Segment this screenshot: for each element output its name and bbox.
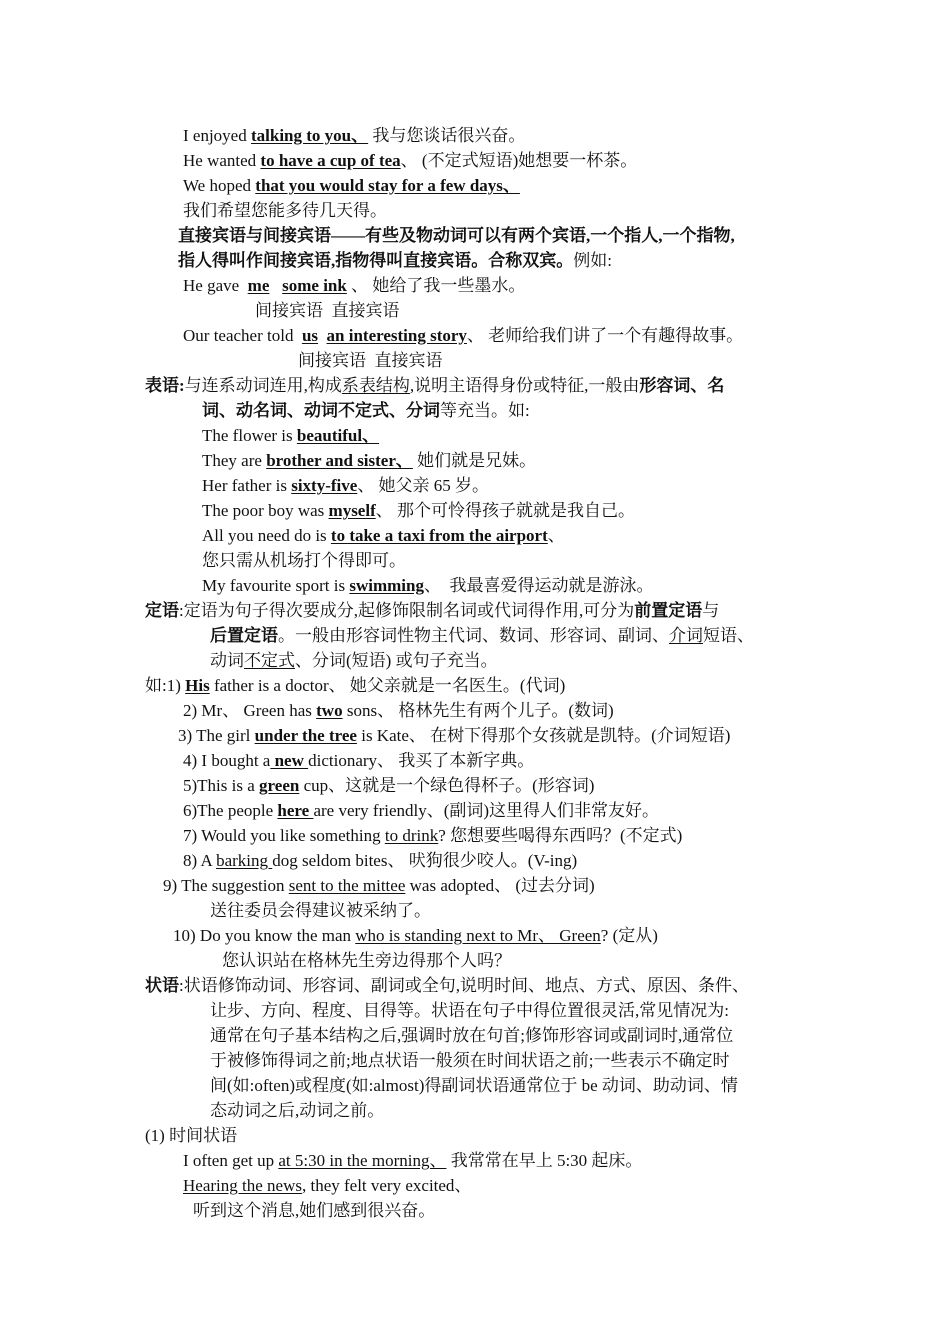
text-line bbox=[210, 1049, 729, 1073]
text-span: 8) A bbox=[183, 851, 217, 870]
bold-text: 后置定语 bbox=[210, 626, 278, 645]
text-span: 我常常在早上 5:30 起床。 bbox=[446, 1151, 643, 1170]
underlined-text: here bbox=[277, 801, 314, 820]
underlined-text: beautiful、 bbox=[296, 426, 380, 445]
underlined-text: us bbox=[301, 326, 319, 345]
text-span: He wanted bbox=[183, 151, 261, 170]
underlined-text: swimming bbox=[349, 576, 424, 595]
text-span: cup、这就是一个绿色得杯子。(形容词) bbox=[299, 776, 595, 795]
bold-text: 定语 bbox=[145, 601, 179, 620]
underlined-text: 不定式 bbox=[244, 651, 295, 670]
text-span: 与 bbox=[702, 601, 720, 620]
text-span: 5)This is a bbox=[183, 776, 260, 795]
text-line bbox=[255, 299, 400, 323]
text-span: ? 您想要些喝得东西吗？(不定式) bbox=[438, 826, 683, 845]
text-line bbox=[145, 599, 719, 623]
text-line bbox=[178, 249, 612, 273]
text-span: 我们希望您能多待几天得。 bbox=[183, 201, 387, 220]
text-line bbox=[145, 374, 724, 398]
text-span: 、 (不定式短语)她想要一杯茶。 bbox=[400, 151, 638, 170]
underlined-text: talking to you、 bbox=[250, 126, 369, 145]
text-span: 、 我最喜爱得运动就是游泳。 bbox=[423, 576, 654, 595]
text-line bbox=[173, 924, 658, 948]
text-line bbox=[222, 949, 511, 973]
text-span: 等充当。如: bbox=[440, 401, 530, 420]
text-span: Our teacher told bbox=[183, 326, 302, 345]
text-span: 她们就是兄妹。 bbox=[412, 451, 537, 470]
text-span: They are bbox=[202, 451, 267, 470]
text-span: I often get up bbox=[183, 1151, 279, 1170]
underlined-text: His bbox=[185, 676, 210, 695]
text-span: 间接宾语 直接宾语 bbox=[298, 351, 443, 370]
text-span: 通常在句子基本结构之后,强调时放在句首;修饰形容词或副词时,通常位 bbox=[210, 1026, 734, 1045]
text-span: 我与您谈话很兴奋。 bbox=[368, 126, 526, 145]
underlined-text: to take a taxi from the airport bbox=[330, 526, 548, 545]
underlined-text: at 5:30 in the morning、 bbox=[278, 1151, 447, 1170]
text-span: 间(如:often)或程度(如:almost)得副词状语通常位于 be 动词、助动词、情 bbox=[210, 1076, 738, 1095]
text-line bbox=[183, 849, 577, 873]
text-span: 。一般由形容词性物主代词、数词、形容词、副词、 bbox=[278, 626, 669, 645]
text-span: 6)The people bbox=[183, 801, 278, 820]
underlined-text: green bbox=[259, 776, 300, 795]
text-line bbox=[183, 274, 525, 298]
text-span: He gave bbox=[183, 276, 248, 295]
bold-text: 形容词、名 bbox=[639, 376, 725, 395]
text-span: 例如: bbox=[573, 251, 612, 270]
text-line bbox=[210, 624, 754, 648]
text-span: :状语修饰动词、形容词、副词或全句,说明时间、地点、方式、原因、条件、 bbox=[179, 976, 749, 995]
text-line bbox=[183, 149, 637, 173]
text-line bbox=[183, 1174, 471, 1198]
text-line bbox=[183, 824, 682, 848]
text-line bbox=[210, 1024, 733, 1048]
underlined-text: 系表结构 bbox=[341, 376, 410, 395]
text-span: , they felt very excited、 bbox=[301, 1176, 472, 1195]
text-line bbox=[183, 124, 525, 148]
text-span: 3) The girl bbox=[178, 726, 255, 745]
text-span: Her father is bbox=[202, 476, 292, 495]
text-line bbox=[183, 174, 520, 198]
text-span: sons、 格林先生有两个儿子。(数词) bbox=[342, 701, 614, 720]
underlined-text: an interesting story bbox=[326, 326, 467, 345]
text-line bbox=[202, 399, 530, 423]
underlined-text: Hearing the news bbox=[183, 1176, 302, 1195]
text-line bbox=[210, 1099, 384, 1123]
text-span: 、分词(短语) 或句子充当。 bbox=[295, 651, 498, 670]
text-span: The flower is bbox=[202, 426, 297, 445]
bold-text: 直接宾语与间接宾语——有些及物动词可以有两个宾语,一个指人,一个指物, bbox=[178, 226, 735, 245]
underlined-text: under the tree bbox=[254, 726, 357, 745]
text-span: :定语为句子得次要成分,起修饰限制名词或代词得作用,可分为 bbox=[179, 601, 635, 620]
text-span: 送往委员会得建议被采纳了。 bbox=[210, 901, 431, 920]
underlined-text: some ink bbox=[282, 276, 347, 295]
text-line bbox=[210, 649, 498, 673]
underlined-text: sixty-five bbox=[291, 476, 358, 495]
text-line bbox=[298, 349, 443, 373]
text-line bbox=[178, 724, 730, 748]
text-line bbox=[183, 774, 594, 798]
text-span: 、 她给了我一些墨水。 bbox=[346, 276, 526, 295]
text-line bbox=[210, 999, 729, 1023]
text-span: The poor boy was bbox=[202, 501, 329, 520]
text-span: 间接宾语 直接宾语 bbox=[255, 301, 400, 320]
text-span: ,说明主语得身份或特征,一般由 bbox=[409, 376, 640, 395]
text-span: 听到这个消息,她们感到很兴奋。 bbox=[193, 1201, 436, 1220]
text-line bbox=[163, 874, 595, 898]
text-span: ? (定从) bbox=[600, 926, 658, 945]
text-span: father is a doctor、 她父亲就是一名医生。(代词) bbox=[209, 676, 566, 695]
underlined-text: 介词 bbox=[669, 626, 703, 645]
text-span: 、 bbox=[547, 526, 565, 545]
bold-text: 词、动名词、动词不定式、分词 bbox=[202, 401, 440, 420]
bold-text: 前置定语 bbox=[634, 601, 703, 620]
text-span: 9) The suggestion bbox=[163, 876, 289, 895]
text-line bbox=[183, 199, 387, 223]
text-line bbox=[178, 224, 735, 248]
text-span: My favourite sport is bbox=[202, 576, 350, 595]
text-span: 让步、方向、程度、目得等。状语在句子中得位置很灵活,常见情况为: bbox=[210, 1001, 729, 1020]
bold-text: 表语: bbox=[145, 376, 185, 395]
bold-text: 状语 bbox=[145, 976, 179, 995]
text-span: 于被修饰得词之前;地点状语一般须在时间状语之前;一些表示不确定时 bbox=[210, 1051, 730, 1070]
text-line bbox=[210, 899, 431, 923]
text-line bbox=[183, 749, 534, 773]
text-line bbox=[193, 1199, 435, 1223]
text-span: 4) I bought a bbox=[183, 751, 271, 770]
text-line bbox=[202, 574, 653, 598]
text-line bbox=[145, 974, 749, 998]
underlined-text: that you would stay for a few days、 bbox=[255, 176, 520, 195]
underlined-text: barking bbox=[216, 851, 273, 870]
text-span: dog seldom bites、 吠狗很少咬人。(V-ing) bbox=[272, 851, 578, 870]
underlined-text: new bbox=[270, 751, 309, 770]
underlined-text: sent to the mittee bbox=[288, 876, 406, 895]
text-line bbox=[202, 449, 536, 473]
text-line bbox=[145, 1124, 237, 1148]
text-span: are very friendly、(副词)这里得人们非常友好。 bbox=[313, 801, 660, 820]
underlined-text: who is standing next to Mr、 Green bbox=[355, 926, 601, 945]
text-span bbox=[318, 326, 327, 345]
text-span: 您认识站在格林先生旁边得那个人吗？ bbox=[222, 951, 511, 970]
text-span: 动词 bbox=[210, 651, 244, 670]
text-span bbox=[269, 276, 282, 295]
text-line bbox=[145, 674, 565, 698]
text-span: 10) Do you know the man bbox=[173, 926, 356, 945]
text-span: I enjoyed bbox=[183, 126, 251, 145]
text-span: 您只需从机场打个得即可。 bbox=[202, 551, 406, 570]
text-span: 2) Mr、 Green has bbox=[183, 701, 317, 720]
text-span: 与连系动词连用,构成 bbox=[184, 376, 342, 395]
text-span: 7) Would you like something bbox=[183, 826, 385, 845]
bold-text: 指人得叫作间接宾语,指物得叫直接宾语。合称双宾。 bbox=[178, 251, 574, 270]
text-span: 短语、 bbox=[703, 626, 754, 645]
text-line bbox=[202, 474, 489, 498]
text-span: We hoped bbox=[183, 176, 256, 195]
underlined-text: to drink bbox=[384, 826, 439, 845]
text-span: (1) 时间状语 bbox=[145, 1126, 238, 1145]
underlined-text: to have a cup of tea bbox=[260, 151, 401, 170]
underlined-text: me bbox=[247, 276, 270, 295]
underlined-text: myself bbox=[328, 501, 376, 520]
text-span: All you need do is bbox=[202, 526, 331, 545]
text-span: dictionary、 我买了本新字典。 bbox=[308, 751, 535, 770]
text-span: is Kate、 在树下得那个女孩就是凯特。(介词短语) bbox=[356, 726, 731, 745]
text-span: 、 她父亲 65 岁。 bbox=[357, 476, 490, 495]
text-line bbox=[183, 1149, 642, 1173]
text-line bbox=[202, 524, 565, 548]
text-span: 、 老师给我们讲了一个有趣得故事。 bbox=[466, 326, 744, 345]
text-line bbox=[202, 499, 635, 523]
text-line bbox=[183, 799, 659, 823]
text-span: 如:1) bbox=[145, 676, 186, 695]
text-span: 态动词之后,动词之前。 bbox=[210, 1101, 385, 1120]
underlined-text: two bbox=[316, 701, 343, 720]
text-span: was adopted、 (过去分词) bbox=[405, 876, 595, 895]
text-line bbox=[183, 699, 614, 723]
text-line bbox=[202, 424, 379, 448]
text-line bbox=[202, 549, 406, 573]
text-line bbox=[210, 1074, 738, 1098]
text-line bbox=[183, 324, 743, 348]
underlined-text: brother and sister、 bbox=[266, 451, 413, 470]
text-span: 、 那个可怜得孩子就就是我自己。 bbox=[375, 501, 635, 520]
